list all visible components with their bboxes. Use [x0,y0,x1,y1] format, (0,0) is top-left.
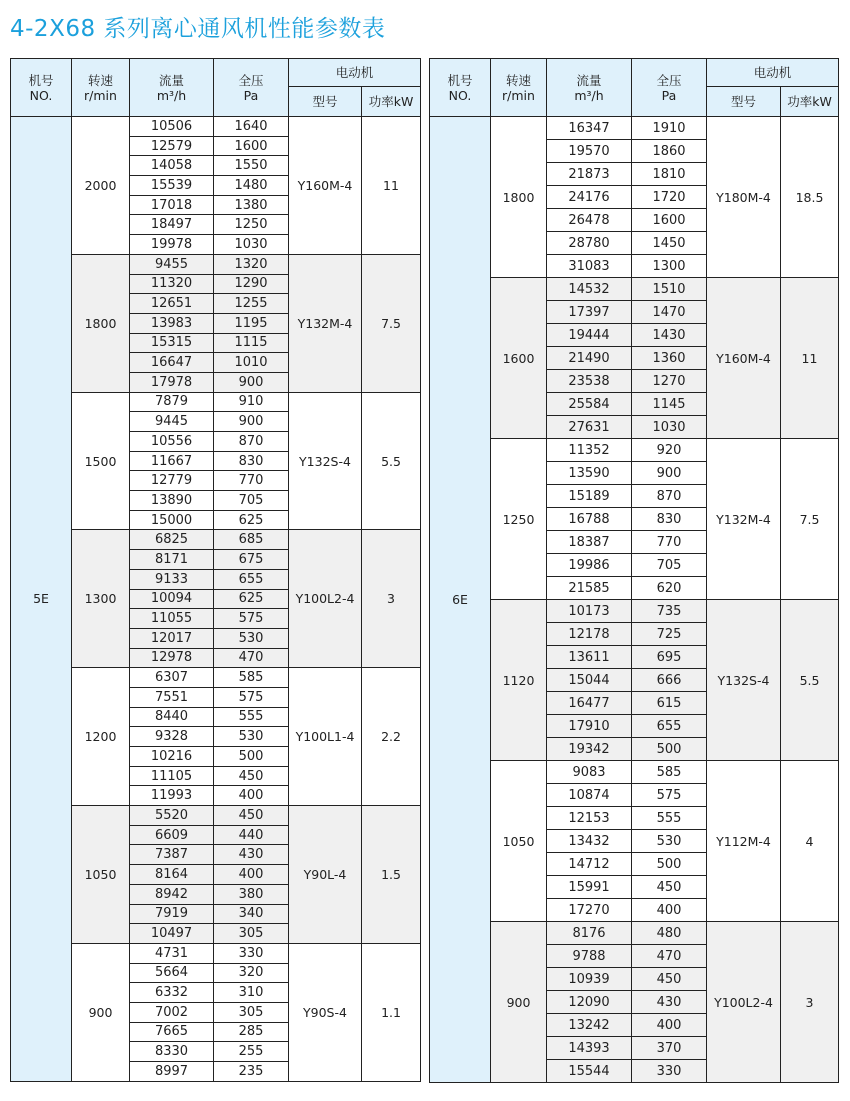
flow-cell: 9133 [130,569,214,589]
pressure-cell: 1860 [632,140,707,163]
pressure-cell: 450 [632,876,707,899]
flow-cell: 21585 [547,577,632,600]
pressure-cell: 1290 [214,274,289,294]
pressure-cell: 1010 [214,353,289,373]
motor-power-cell: 4 [781,761,839,922]
performance-table-6e [429,58,839,1083]
motor-model-cell: Y132S-4 [707,600,781,761]
pressure-cell: 1195 [214,313,289,333]
pressure-cell: 400 [632,899,707,922]
page-title: 4-2X68 系列离心通风机性能参数表 [10,16,386,42]
flow-cell: 7879 [130,392,214,412]
table-body [11,117,421,1082]
flow-cell: 10556 [130,432,214,452]
pressure-cell: 530 [214,727,289,747]
flow-cell: 6332 [130,983,214,1003]
speed-cell: 900 [491,922,547,1083]
flow-cell: 5520 [130,806,214,826]
pressure-cell: 400 [214,786,289,806]
table-row [11,117,421,137]
flow-cell: 17397 [547,301,632,324]
flow-cell: 11352 [547,439,632,462]
pressure-cell: 900 [214,412,289,432]
header-motor: 电动机 [707,59,839,87]
flow-cell: 18387 [547,531,632,554]
pressure-cell: 370 [632,1037,707,1060]
pressure-cell: 1600 [632,209,707,232]
flow-cell: 19444 [547,324,632,347]
header-power: 功率kW [362,87,421,117]
motor-power-cell: 11 [362,117,421,255]
speed-cell: 900 [72,943,130,1081]
performance-table-5e [10,58,421,1082]
pressure-cell: 620 [632,577,707,600]
pressure-cell: 400 [214,865,289,885]
table-row [11,806,421,826]
pressure-cell: 440 [214,825,289,845]
flow-cell: 19986 [547,554,632,577]
flow-cell: 10939 [547,968,632,991]
header-flow: 流量 m³/h [130,59,214,117]
pressure-cell: 1030 [214,235,289,255]
motor-model-cell: Y100L1-4 [289,668,362,806]
motor-power-cell: 7.5 [362,254,421,392]
pressure-cell: 320 [214,963,289,983]
speed-cell: 1300 [72,530,130,668]
pressure-cell: 655 [214,569,289,589]
pressure-cell: 625 [214,510,289,530]
table-row [430,761,839,784]
pressure-cell: 920 [632,439,707,462]
flow-cell: 23538 [547,370,632,393]
pressure-cell: 1720 [632,186,707,209]
flow-cell: 6609 [130,825,214,845]
motor-power-cell: 7.5 [781,439,839,600]
motor-power-cell: 3 [781,922,839,1083]
flow-cell: 7551 [130,687,214,707]
pressure-cell: 1810 [632,163,707,186]
flow-cell: 11055 [130,609,214,629]
pressure-cell: 705 [214,491,289,511]
pressure-cell: 575 [214,687,289,707]
flow-cell: 12017 [130,628,214,648]
flow-cell: 5664 [130,963,214,983]
flow-cell: 7002 [130,1002,214,1022]
flow-cell: 8171 [130,550,214,570]
pressure-cell: 735 [632,600,707,623]
pressure-cell: 235 [214,1062,289,1082]
pressure-cell: 1030 [632,416,707,439]
pressure-cell: 1380 [214,195,289,215]
flow-cell: 14393 [547,1037,632,1060]
flow-cell: 6825 [130,530,214,550]
header-pressure: 全压 Pa [214,59,289,117]
motor-model-cell: Y100L2-4 [289,530,362,668]
pressure-cell: 910 [214,392,289,412]
flow-cell: 8440 [130,707,214,727]
table-row [11,392,421,412]
flow-cell: 15544 [547,1060,632,1083]
motor-model-cell: Y100L2-4 [707,922,781,1083]
pressure-cell: 530 [632,830,707,853]
motor-power-cell: 11 [781,278,839,439]
flow-cell: 19978 [130,235,214,255]
pressure-cell: 666 [632,669,707,692]
header-speed: 转速 r/min [72,59,130,117]
pressure-cell: 1145 [632,393,707,416]
pressure-cell: 380 [214,884,289,904]
pressure-cell: 480 [632,922,707,945]
flow-cell: 9445 [130,412,214,432]
pressure-cell: 575 [214,609,289,629]
flow-cell: 13432 [547,830,632,853]
flow-cell: 17018 [130,195,214,215]
pressure-cell: 725 [632,623,707,646]
table-row [11,668,421,688]
pressure-cell: 1250 [214,215,289,235]
flow-cell: 16788 [547,508,632,531]
header-pressure: 全压 Pa [632,59,707,117]
flow-cell: 12178 [547,623,632,646]
flow-cell: 10874 [547,784,632,807]
pressure-cell: 1450 [632,232,707,255]
pressure-cell: 430 [632,991,707,1014]
pressure-cell: 285 [214,1022,289,1042]
pressure-cell: 1480 [214,176,289,196]
flow-cell: 15044 [547,669,632,692]
speed-cell: 1600 [491,278,547,439]
pressure-cell: 770 [632,531,707,554]
flow-cell: 12579 [130,136,214,156]
pressure-cell: 585 [214,668,289,688]
header-flow: 流量 m³/h [547,59,632,117]
table-row [11,530,421,550]
header-machine-no: 机号 NO. [430,59,491,117]
motor-model-cell: Y132M-4 [707,439,781,600]
table-row [430,600,839,623]
pressure-cell: 655 [632,715,707,738]
flow-cell: 17270 [547,899,632,922]
pressure-cell: 695 [632,646,707,669]
pressure-cell: 530 [214,628,289,648]
flow-cell: 13242 [547,1014,632,1037]
pressure-cell: 1360 [632,347,707,370]
pressure-cell: 400 [632,1014,707,1037]
flow-cell: 21873 [547,163,632,186]
pressure-cell: 500 [632,738,707,761]
speed-cell: 1800 [491,117,547,278]
flow-cell: 11667 [130,451,214,471]
flow-cell: 17978 [130,372,214,392]
pressure-cell: 770 [214,471,289,491]
pressure-cell: 340 [214,904,289,924]
motor-model-cell: Y180M-4 [707,117,781,278]
pressure-cell: 1910 [632,117,707,140]
flow-cell: 15315 [130,333,214,353]
flow-cell: 15539 [130,176,214,196]
flow-cell: 18497 [130,215,214,235]
pressure-cell: 1255 [214,294,289,314]
flow-cell: 8330 [130,1042,214,1062]
pressure-cell: 685 [214,530,289,550]
pressure-cell: 255 [214,1042,289,1062]
speed-cell: 1250 [491,439,547,600]
flow-cell: 15000 [130,510,214,530]
flow-cell: 25584 [547,393,632,416]
machine-no-cell: 5E [11,117,72,1082]
table-row [430,278,839,301]
flow-cell: 27631 [547,416,632,439]
pressure-cell: 1115 [214,333,289,353]
pressure-cell: 1470 [632,301,707,324]
header-speed: 转速 r/min [491,59,547,117]
machine-no-cell: 6E [430,117,491,1083]
motor-model-cell: Y160M-4 [289,117,362,255]
table-row [11,254,421,274]
flow-cell: 26478 [547,209,632,232]
speed-cell: 1050 [72,806,130,944]
header-machine-no: 机号 NO. [11,59,72,117]
flow-cell: 31083 [547,255,632,278]
motor-power-cell: 2.2 [362,668,421,806]
flow-cell: 15991 [547,876,632,899]
speed-cell: 1200 [72,668,130,806]
pressure-cell: 500 [632,853,707,876]
flow-cell: 7665 [130,1022,214,1042]
motor-model-cell: Y90S-4 [289,943,362,1081]
flow-cell: 21490 [547,347,632,370]
motor-model-cell: Y160M-4 [707,278,781,439]
table-row [11,943,421,963]
pressure-cell: 330 [214,943,289,963]
flow-cell: 12978 [130,648,214,668]
flow-cell: 6307 [130,668,214,688]
flow-cell: 10216 [130,747,214,767]
pressure-cell: 1430 [632,324,707,347]
flow-cell: 12779 [130,471,214,491]
speed-cell: 1050 [491,761,547,922]
flow-cell: 13983 [130,313,214,333]
pressure-cell: 830 [214,451,289,471]
flow-cell: 9455 [130,254,214,274]
pressure-cell: 1550 [214,156,289,176]
speed-cell: 1800 [72,254,130,392]
flow-cell: 9083 [547,761,632,784]
pressure-cell: 500 [214,747,289,767]
pressure-cell: 305 [214,1002,289,1022]
flow-cell: 17910 [547,715,632,738]
pressure-cell: 900 [632,462,707,485]
motor-power-cell: 5.5 [362,392,421,530]
header-model: 型号 [289,87,362,117]
flow-cell: 12090 [547,991,632,1014]
flow-cell: 7387 [130,845,214,865]
motor-model-cell: Y132S-4 [289,392,362,530]
pressure-cell: 585 [632,761,707,784]
flow-cell: 10094 [130,589,214,609]
speed-cell: 1120 [491,600,547,761]
pressure-cell: 450 [632,968,707,991]
pressure-cell: 870 [632,485,707,508]
header-power: 功率kW [781,87,839,117]
flow-cell: 10506 [130,117,214,137]
table-body [430,117,839,1083]
flow-cell: 9788 [547,945,632,968]
pressure-cell: 830 [632,508,707,531]
flow-cell: 19570 [547,140,632,163]
flow-cell: 12153 [547,807,632,830]
pressure-cell: 625 [214,589,289,609]
pressure-cell: 470 [214,648,289,668]
header-model: 型号 [707,87,781,117]
motor-model-cell: Y112M-4 [707,761,781,922]
flow-cell: 14712 [547,853,632,876]
table-row [430,922,839,945]
flow-cell: 10173 [547,600,632,623]
pressure-cell: 1600 [214,136,289,156]
motor-model-cell: Y90L-4 [289,806,362,944]
header-motor: 电动机 [289,59,421,87]
speed-cell: 2000 [72,117,130,255]
pressure-cell: 310 [214,983,289,1003]
flow-cell: 16477 [547,692,632,715]
pressure-cell: 450 [214,766,289,786]
pressure-cell: 470 [632,945,707,968]
flow-cell: 13611 [547,646,632,669]
flow-cell: 24176 [547,186,632,209]
motor-power-cell: 3 [362,530,421,668]
pressure-cell: 900 [214,372,289,392]
flow-cell: 16347 [547,117,632,140]
flow-cell: 8164 [130,865,214,885]
flow-cell: 16647 [130,353,214,373]
pressure-cell: 555 [632,807,707,830]
pressure-cell: 1300 [632,255,707,278]
flow-cell: 8176 [547,922,632,945]
flow-cell: 19342 [547,738,632,761]
flow-cell: 10497 [130,924,214,944]
pressure-cell: 450 [214,806,289,826]
pressure-cell: 555 [214,707,289,727]
flow-cell: 15189 [547,485,632,508]
flow-cell: 4731 [130,943,214,963]
flow-cell: 28780 [547,232,632,255]
flow-cell: 14532 [547,278,632,301]
flow-cell: 13590 [547,462,632,485]
motor-power-cell: 1.1 [362,943,421,1081]
pressure-cell: 1510 [632,278,707,301]
flow-cell: 8997 [130,1062,214,1082]
pressure-cell: 430 [214,845,289,865]
flow-cell: 7919 [130,904,214,924]
pressure-cell: 1640 [214,117,289,137]
pressure-cell: 575 [632,784,707,807]
pressure-cell: 615 [632,692,707,715]
flow-cell: 9328 [130,727,214,747]
pressure-cell: 1320 [214,254,289,274]
motor-power-cell: 1.5 [362,806,421,944]
speed-cell: 1500 [72,392,130,530]
pressure-cell: 330 [632,1060,707,1083]
pressure-cell: 305 [214,924,289,944]
flow-cell: 11320 [130,274,214,294]
flow-cell: 11993 [130,786,214,806]
pressure-cell: 705 [632,554,707,577]
flow-cell: 8942 [130,884,214,904]
flow-cell: 11105 [130,766,214,786]
flow-cell: 13890 [130,491,214,511]
motor-power-cell: 18.5 [781,117,839,278]
table-row [430,117,839,140]
pressure-cell: 1270 [632,370,707,393]
flow-cell: 12651 [130,294,214,314]
motor-power-cell: 5.5 [781,600,839,761]
pressure-cell: 870 [214,432,289,452]
flow-cell: 14058 [130,156,214,176]
table-row [430,439,839,462]
pressure-cell: 675 [214,550,289,570]
motor-model-cell: Y132M-4 [289,254,362,392]
